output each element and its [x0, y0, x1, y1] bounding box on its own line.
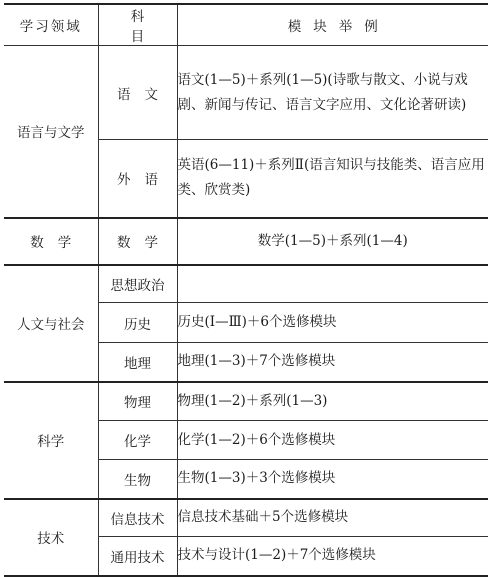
subject-math: 数学 — [98, 218, 177, 265]
subject-history: 历史 — [98, 303, 177, 343]
example-general-technology: 技术与设计(1—2)＋7个选修模块 — [177, 537, 488, 576]
table-row — [4, 218, 488, 265]
domain-technology: 技术 — [4, 499, 98, 576]
curriculum-table — [4, 3, 488, 577]
example-foreign-language: 英语(6—11)＋系列Ⅱ(语言知识与技能类、语言应用类、欣赏类) — [177, 140, 488, 218]
example-biology: 生物(1—3)＋3个选修模块 — [177, 460, 488, 499]
header-example: 模块举例 — [177, 4, 488, 46]
subject-chinese: 语文 — [98, 46, 177, 140]
example-physics: 物理(1—2)＋系列(1—3) — [177, 382, 488, 421]
table-row — [4, 46, 488, 140]
domain-language-literature: 语言与文学 — [4, 46, 98, 218]
subject-geography: 地理 — [98, 343, 177, 382]
subject-general-technology: 通用技术 — [98, 537, 177, 576]
domain-math: 数学 — [4, 218, 98, 265]
example-chinese: 语文(1—5)＋系列(1—5)(诗歌与散文、小说与戏剧、新闻与传记、语言文字应用、文化论著研读) — [177, 46, 488, 140]
subject-physics: 物理 — [98, 382, 177, 421]
example-chemistry: 化学(1—2)＋6个选修模块 — [177, 421, 488, 460]
table-row — [4, 382, 488, 421]
example-geography: 地理(1—3)＋7个选修模块 — [177, 343, 488, 382]
domain-humanities-society: 人文与社会 — [4, 265, 98, 382]
subject-information-technology: 信息技术 — [98, 499, 177, 537]
example-politics — [177, 265, 488, 303]
domain-science: 科学 — [4, 382, 98, 499]
table-row — [4, 499, 488, 537]
example-information-technology: 信息技术基础＋5个选修模块 — [177, 499, 488, 537]
subject-politics: 思想政治 — [98, 265, 177, 303]
header-row — [4, 4, 488, 46]
subject-biology: 生物 — [98, 460, 177, 499]
example-history: 历史(Ⅰ—Ⅲ)＋6个选修模块 — [177, 303, 488, 343]
header-subject: 科目 — [98, 4, 177, 46]
example-math: 数学(1—5)＋系列(1—4) — [177, 218, 488, 265]
header-domain: 学习领域 — [4, 4, 98, 46]
subject-foreign-language: 外语 — [98, 140, 177, 218]
table-row — [4, 265, 488, 303]
subject-chemistry: 化学 — [98, 421, 177, 460]
